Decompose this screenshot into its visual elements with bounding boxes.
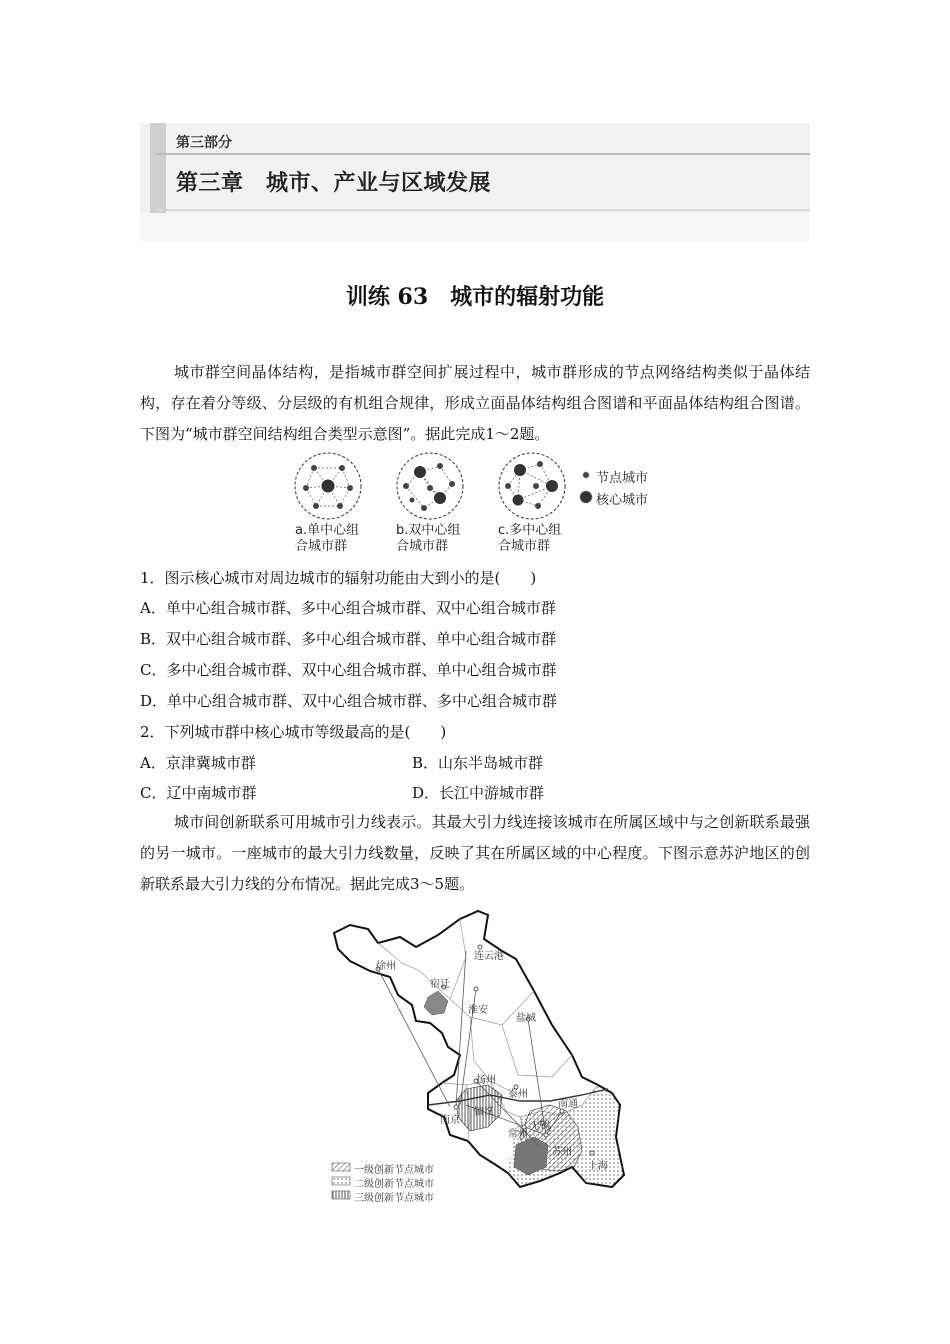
q1-option-a: A．单中心组合城市群、多中心组合城市群、双中心组合城市群 [140,599,556,617]
legend-core-city: 核心城市 [596,493,649,508]
city-xuzhou: 徐州 [376,961,396,972]
city-lianyungang: 连云港 [474,951,504,962]
city-suzhou: 苏州 [552,1147,572,1158]
chapter-title: 第三章 城市、产业与区域发展 [176,171,492,196]
q2-option-b: B．山东半岛城市群 [412,754,544,772]
city-wuxi: 无锡 [530,1121,550,1132]
banner-shadow [140,213,810,241]
intro-paragraph-1: 城市群空间晶体结构，是指城市群空间扩展过程中，城市群形成的节点网络结构类似于晶体结构，存在着分等级、分层级的有机组合规律，形成立面晶体结构组合图谱和平面晶体结构组合图谱。下图为“城市群空间结构组合类型示意图”。据此完成1～2题。 [140,363,810,443]
panel-a-label: a.单中心组 合城市群 [295,523,360,554]
panel-a-diagram [295,453,361,519]
panel-b-diagram [397,453,463,519]
city-cluster-structure-figure [290,450,670,560]
q1-option-c: C．多中心组合城市群、双中心组合城市群、单中心组合城市群 [140,661,557,679]
q1-option-b: B．双中心组合城市群、多中心组合城市群、单中心组合城市群 [140,630,557,648]
jiangsu-shanghai-map [320,905,640,1210]
city-nantong: 南通 [558,1099,578,1110]
banner-accent-bar [150,123,166,213]
city-shanghai: 上海 [588,1161,608,1172]
chapter-banner [140,123,810,241]
panel-c-label: c.多中心组 合城市群 [498,523,562,554]
map-legend-level2: 二级创新节点城市 [354,1179,434,1190]
q2-option-d: D．长江中游城市群 [412,784,545,802]
q2-option-a: A．京津冀城市群 [140,754,256,772]
part-label: 第三部分 [176,135,232,151]
banner-divider [156,153,810,155]
page-title: 训练 63 城市的辐射功能 [345,284,605,310]
legend-icons [580,472,592,503]
q1-stem: 1．图示核心城市对周边城市的辐射功能由大到小的是( ) [140,569,537,587]
panel-c-diagram [499,453,565,519]
q2-option-c: C．辽中南城市群 [140,784,257,802]
panel-b-label: b.双中心组 合城市群 [396,523,461,554]
q1-option-d: D．单中心组合城市群、双中心组合城市群、多中心组合城市群 [140,692,558,710]
city-yangzhou: 扬州 [476,1075,496,1086]
map-legend-level1: 一级创新节点城市 [354,1165,434,1176]
banner-divider-bottom [156,209,810,211]
city-taizhou: 泰州 [508,1089,528,1100]
map-legend-level3: 三级创新节点城市 [354,1193,434,1204]
city-changzhou: 常州 [508,1129,528,1140]
city-zhenjiang: 镇江 [474,1107,494,1118]
city-suqian: 宿迁 [430,979,450,990]
city-huaian: 淮安 [468,1005,488,1016]
city-nanjing: 南京 [440,1115,460,1126]
city-yancheng: 盐城 [516,1013,536,1024]
q2-stem: 2．下列城市群中核心城市等级最高的是( ) [140,723,447,741]
legend-node-city: 节点城市 [596,471,649,486]
intro-paragraph-2: 城市间创新联系可用城市引力线表示。其最大引力线连接该城市在所属区域中与之创新联系最强的另一城市。一座城市的最大引力线数量，反映了其在所属区域的中心程度。下图示意苏沪地区的创新联系最大引力线的分布情况。据此完成3～5题。 [140,813,810,893]
